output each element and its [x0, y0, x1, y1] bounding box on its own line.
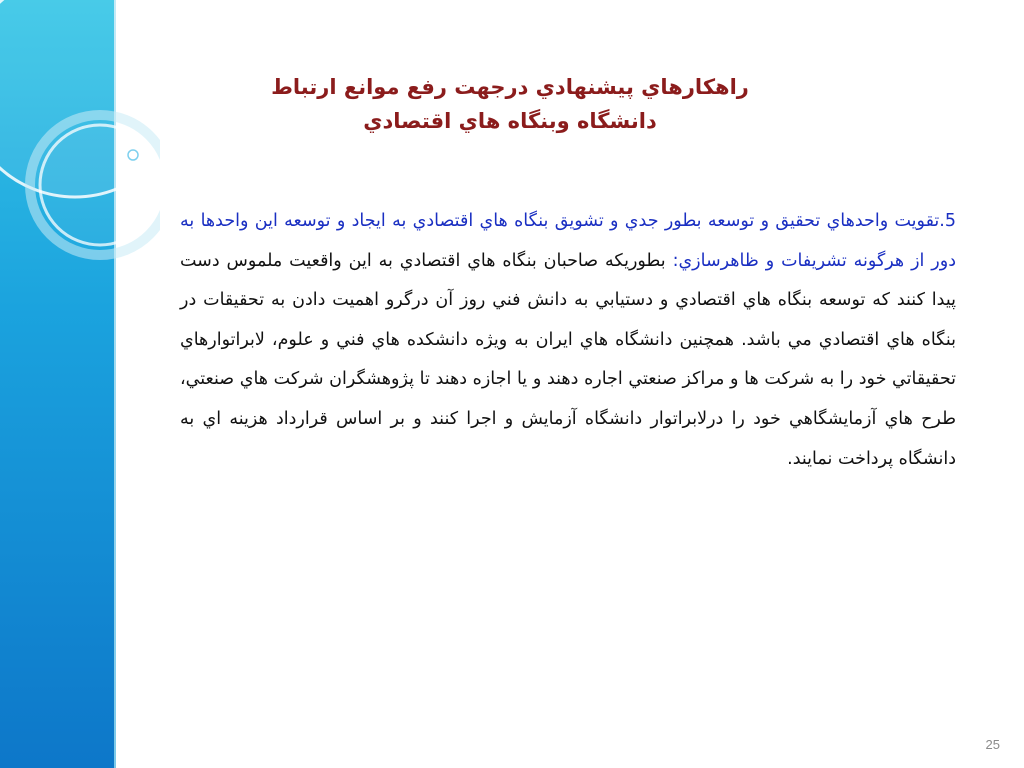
medium-ring	[40, 125, 160, 245]
body-text: بطوريكه صاحبان بنگاه هاي اقتصادي به اين واقعيت ملموس دست پيدا كنند كه توسعه بنگاه هاي اقتصادي و دستيابي به دانش فني روز آن درگرو اهميت دادن به تحقيقات در بنگاه هاي اقتصادي مي باشد. همچنين دانشگاه هاي ايران به ويژه دانشكده هاي فني و علوم، لابراتوارهاي تحقيقاتي خود را به شركت ها و مراكز صنعتي اجاره دهند و يا اجازه دهند تا پژوهشگران شركت هاي صنعتي، طرح هاي آزمايشگاهي خود را درلابراتوار دانشگاه آزمايش و اجرا كنند و بر اساس قرارداد هزينه اي به دانشگاه پرداخت نمايند.	[180, 250, 956, 469]
slide-title	[200, 70, 820, 138]
body-highlight: 5.تقويت واحدهاي تحقيق و توسعه بطور جدي و تشويق بنگاه هاي اقتصادي به ايجاد و توسعه اين واحدها به دور از هرگونه تشريفات و ظاهرسازي:	[180, 211, 956, 271]
title-line-1: راهكارهاي پيشنهادي درجهت رفع موانع ارتباط	[271, 75, 749, 99]
decorative-circles	[0, 0, 160, 768]
slide-body	[180, 202, 956, 479]
title-line-2: دانشگاه وبنگاه هاي اقتصادي	[363, 109, 657, 133]
page-number: 25	[985, 737, 1000, 752]
